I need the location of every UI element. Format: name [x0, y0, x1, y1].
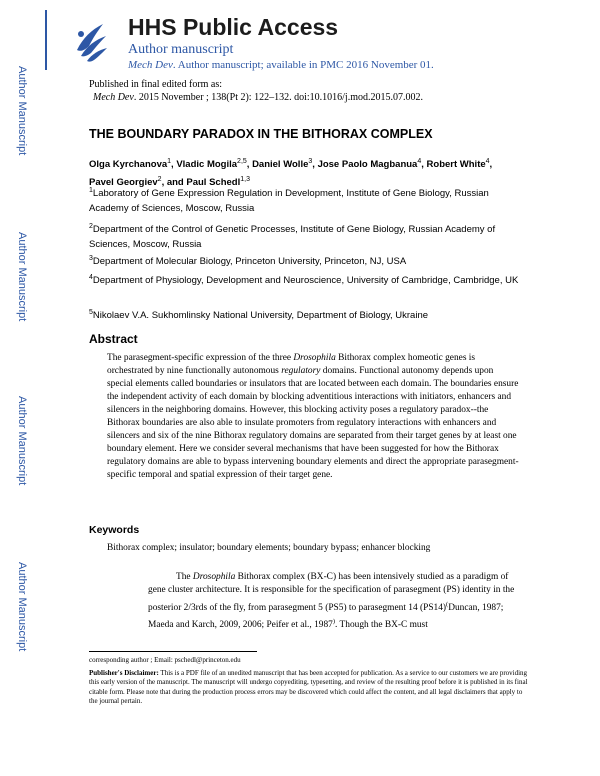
author: Daniel Wolle [252, 159, 309, 171]
affiliation-text: Nikolaev V.A. Sukhomlinsky National University, Department of Biology, Ukraine [92, 310, 429, 322]
author-separator: , [246, 159, 253, 171]
abstract-part: The parasegment-specific expression of the three [107, 353, 294, 363]
affiliation [89, 270, 529, 288]
affiliation [89, 183, 529, 216]
journal-availability [128, 59, 434, 71]
header-divider [45, 10, 47, 70]
author-affiliation-ref: 1 [167, 158, 172, 165]
author: Pavel Georgiev [89, 177, 158, 189]
author-affiliation-ref: 1,3 [240, 176, 250, 184]
published-in-label: Published in final edited form as: [89, 79, 223, 90]
publisher-disclaimer [89, 669, 529, 706]
affiliation-number: 1 [89, 187, 93, 194]
abstract-italic: regulatory [281, 366, 321, 376]
footnote-divider [89, 651, 257, 652]
body-part: Bithorax complex (BX-C) has been intensively studied as a paradigm of gene cluster architecture. It is responsible for the specification of parasegment (PS) identity in the posterior 2/3rds of the fly, from parasegment 5 (PS5) to parasegment 14 (PS14) [148, 572, 515, 613]
side-label-author-manuscript: Author Manuscript [16, 562, 28, 652]
author: Olga Kyrchanova [89, 159, 168, 171]
author: Robert White [426, 159, 486, 171]
author-manuscript-subtitle: Author manuscript [128, 42, 234, 57]
body-paragraph [148, 571, 528, 632]
affiliation-text: Department of the Control of Genetic Processes, Institute of Gene Biology, Russian Academy of Sciences, Moscow, Russia [89, 224, 496, 251]
hhs-public-access-title: HHS Public Access [128, 14, 339, 40]
abstract-text [107, 352, 519, 482]
affiliation-text: Laboratory of Gene Expression Regulation in Development, Institute of Gene Biology, Russian Academy of Sciences, Moscow, Russia [89, 188, 489, 215]
affiliation-number: 4 [89, 274, 93, 281]
hhs-eagle-icon [73, 20, 109, 66]
reference-open: ( [446, 600, 449, 608]
abstract-part: Bithorax complex homeotic genes is orchestrated by nine functionally autonomous [107, 353, 476, 376]
abstract-heading: Abstract [89, 332, 138, 346]
abstract-part: domains. Functional autonomy depends upon special elements called boundaries or insulators that are located between each domain. The boundaries ensure the independent activity of each domain by blocking adventitious interactions with initiators, enhancers and silencers in the neighboring domains. However, this blocking activity poses a regulatory paradox--the Bithorax boundaries are also able to insulate promoters from regulatory interactions with enhancers and silencers and six of the nine Bithorax regulatory domains are separated from their target genes by at least one boundary element. Here we consider several mechanisms that have been suggested for how the Bithorax regulatory domains are able to bypass intervening boundary elements and direct the appropriate parasegment-specific temporal and spatial expression of their target gene. [107, 366, 519, 480]
abstract-italic: Drosophila [293, 353, 336, 363]
author-affiliation-ref: 4 [417, 158, 422, 165]
affiliation-text: Department of Molecular Biology, Princeton University, Princeton, NJ, USA [92, 256, 407, 268]
affiliation-number: 5 [89, 309, 93, 316]
author-separator: , [312, 159, 318, 171]
body-part: The [176, 572, 193, 582]
author: Paul Schedl [186, 177, 241, 189]
availability-text: . Author manuscript; available in PMC 2016 November 01. [172, 59, 434, 71]
author-separator: , and [161, 177, 187, 189]
corresponding-author-note: corresponding author ; Email: pschedl@princeton.edu [89, 656, 241, 664]
citation [89, 92, 423, 105]
publication-info [89, 79, 423, 104]
citation-details: . 2015 November ; 138(Pt 2): 122–132. doi:10.1016/j.mod.2015.07.002. [133, 91, 423, 103]
side-label-author-manuscript: Author Manuscript [16, 396, 28, 486]
keywords-heading: Keywords [89, 524, 140, 536]
body-italic: Drosophila [192, 572, 236, 582]
affiliation [89, 305, 529, 323]
journal-name: Mech Dev [128, 59, 173, 71]
affiliation [89, 219, 529, 252]
reference-close: ) [332, 618, 336, 626]
author: Jose Paolo Magbanua [317, 159, 418, 171]
keywords-text: Bithorax complex; insulator; boundary elements; boundary bypass; enhancer blocking [107, 543, 431, 553]
reference-citation-link[interactable]: Duncan, 1987; Maeda and Karch, 2009, 2006; Peifer et al., 1987 [148, 602, 504, 631]
side-label-author-manuscript: Author Manuscript [16, 232, 28, 322]
body-part: . Though the BX-C must [335, 620, 428, 631]
article-title: THE BOUNDARY PARADOX IN THE BITHORAX COMPLEX [89, 127, 433, 141]
side-label-author-manuscript: Author Manuscript [16, 66, 28, 156]
affiliation-number: 2 [89, 223, 93, 230]
author-affiliation-ref: 4 [485, 158, 490, 165]
author: Vladic Mogila [176, 159, 238, 171]
citation-journal: Mech Dev [93, 91, 134, 103]
disclaimer-text: This is a PDF file of an unedited manuscript that has been accepted for publication. As a service to our customers we are providing this early version of the manuscript. The manuscript will undergo copyediting, typesetting, and review of the resulting proof before it is published in its final citable form. Please note that during the production process errors may be discovered which could affect the content, and all legal disclaimers that apply to the journal pertain. [89, 669, 528, 705]
author-separator: , [421, 159, 427, 171]
affiliation-number: 3 [89, 255, 93, 262]
author-separator: , [489, 159, 493, 171]
affiliation-text: Department of Physiology, Development and Neuroscience, University of Cambridge, Cambridge, UK [92, 275, 519, 287]
affiliation [89, 251, 529, 269]
author-separator: , [171, 159, 177, 171]
disclaimer-label: Publisher's Disclaimer: [89, 669, 159, 677]
author-affiliation-ref: 2,5 [237, 158, 247, 165]
author-affiliation-ref: 3 [308, 158, 313, 165]
author-affiliation-ref: 2 [157, 176, 162, 184]
